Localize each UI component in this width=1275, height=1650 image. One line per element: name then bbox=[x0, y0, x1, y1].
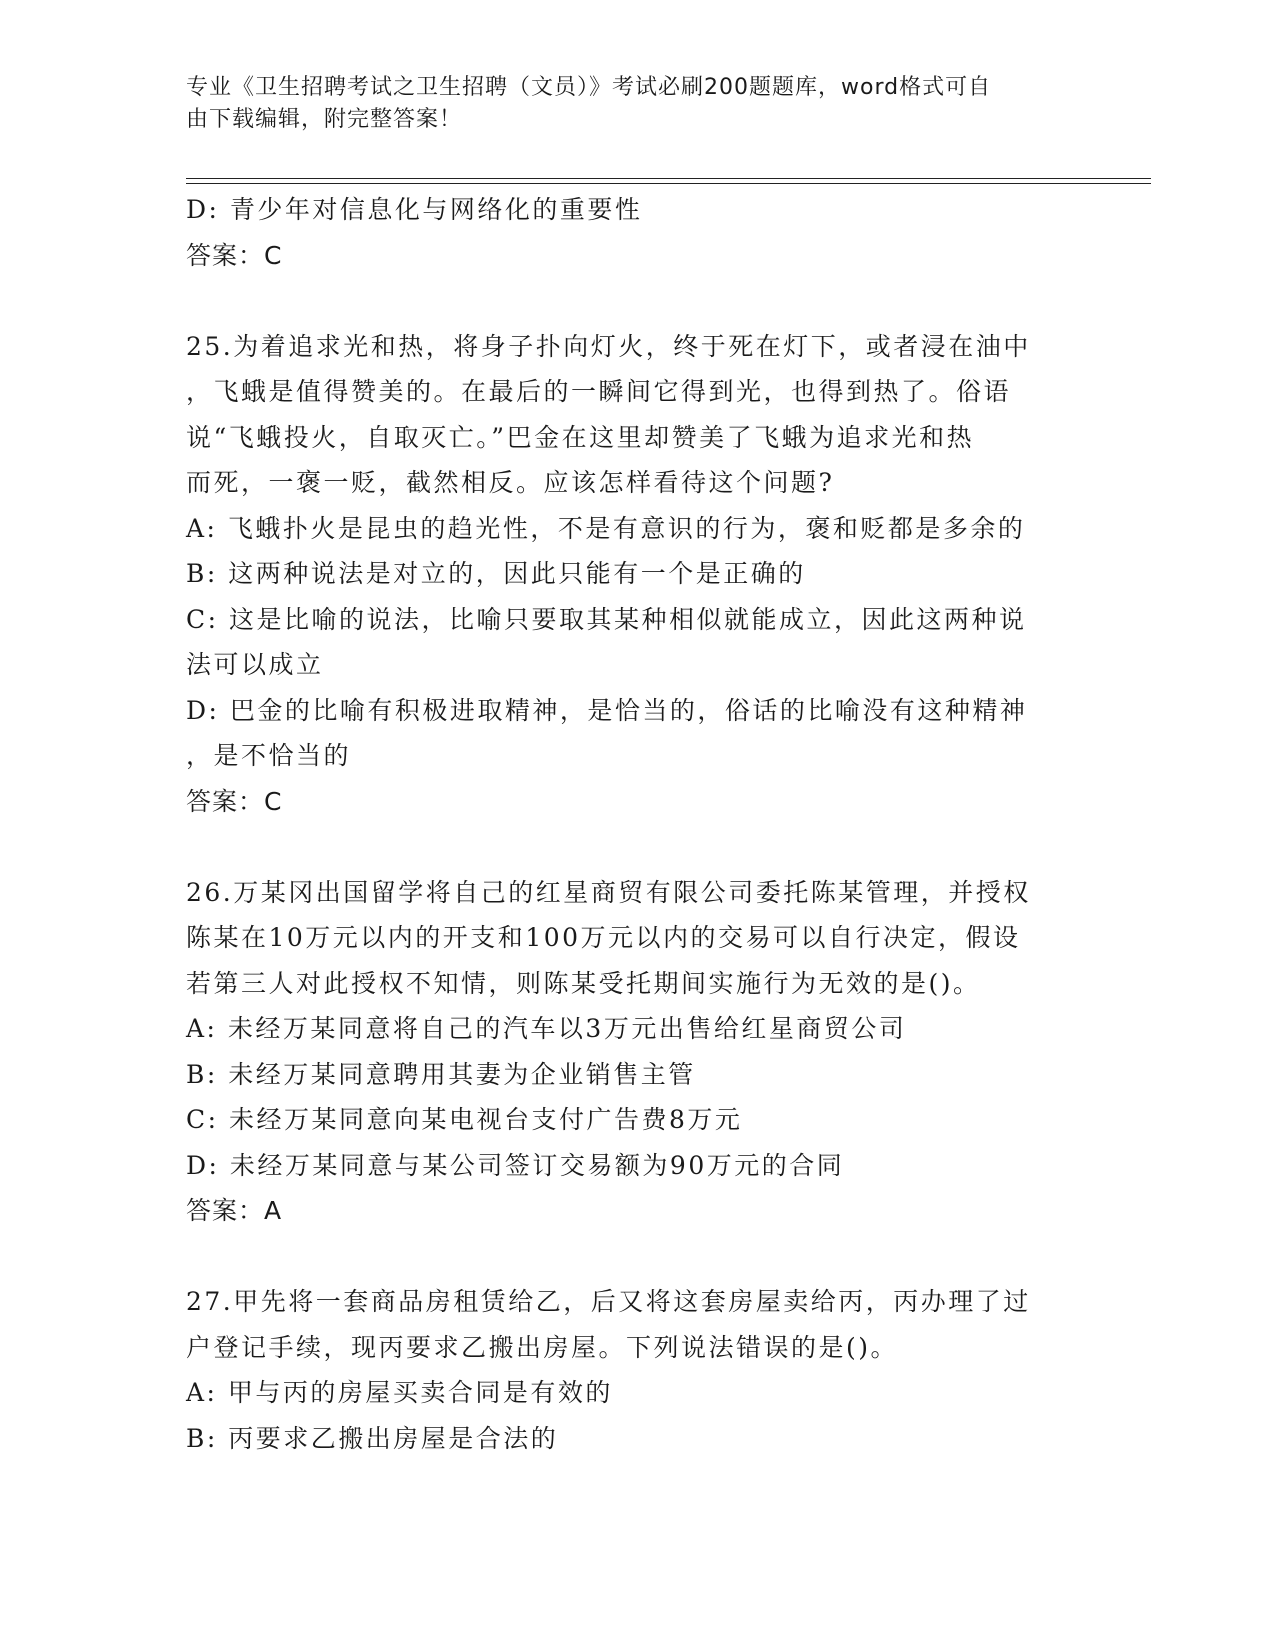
option-a: A: 未经万某同意将自己的汽车以3万元出售给红星商贸公司 bbox=[186, 1014, 907, 1043]
question-stem-line: 户登记手续，现丙要求乙搬出房屋。下列说法错误的是()。 bbox=[186, 1332, 899, 1362]
header-line-1: 专业《卫生招聘考试之卫生招聘（文员）》考试必刷200题题库，word格式可自 bbox=[186, 75, 992, 100]
question-stem-line: ，飞蛾是值得赞美的。在最后的一瞬间它得到光，也得到热了。俗语 bbox=[186, 377, 1012, 406]
answer-line: 答案：C bbox=[186, 240, 283, 270]
header-line-2: 由下载编辑，附完整答案！ bbox=[186, 107, 463, 132]
question-stem-line: 26.万某冈出国留学将自己的红星商贸有限公司委托陈某管理，并授权 bbox=[186, 877, 1031, 907]
question-content bbox=[186, 187, 1076, 1461]
option-c-continued: 法可以成立 bbox=[186, 650, 324, 679]
answer-line: 答案：C bbox=[186, 786, 283, 816]
page-header bbox=[186, 72, 1066, 136]
question-stem-line: 说“飞蛾投火，自取灭亡。”巴金在这里却赞美了飞蛾为追求光和热 bbox=[186, 422, 975, 452]
option-b: B: 丙要求乙搬出房屋是合法的 bbox=[186, 1423, 559, 1453]
header-rule-top bbox=[186, 178, 1151, 179]
spacer bbox=[186, 278, 1076, 324]
option-b: B: 这两种说法是对立的，因此只能有一个是正确的 bbox=[186, 559, 806, 588]
option-d: D: 未经万某同意与某公司签订交易额为90万元的合同 bbox=[186, 1150, 845, 1180]
option-a: A: 甲与丙的房屋买卖合同是有效的 bbox=[186, 1378, 613, 1407]
question-stem-line: 若第三人对此授权不知情，则陈某受托期间实施行为无效的是()。 bbox=[186, 968, 981, 998]
spacer bbox=[186, 1234, 1076, 1280]
option-a: A: 飞蛾扑火是昆虫的趋光性，不是有意识的行为，褒和贬都是多余的 bbox=[186, 513, 1026, 543]
option-b: B: 未经万某同意聘用其妻为企业销售主管 bbox=[186, 1059, 696, 1089]
option-c: C: 未经万某同意向某电视台支付广告费8万元 bbox=[186, 1105, 743, 1134]
spacer bbox=[186, 824, 1076, 870]
answer-line: 答案：A bbox=[186, 1196, 283, 1225]
previous-question-tail bbox=[186, 187, 1076, 278]
option-c: C: 这是比喻的说法，比喻只要取其某种相似就能成立，因此这两种说 bbox=[186, 604, 1027, 634]
header-rule-bottom bbox=[186, 183, 1151, 184]
question-stem-line: 27.甲先将一套商品房租赁给乙，后又将这套房屋卖给丙，丙办理了过 bbox=[186, 1287, 1031, 1316]
question-26 bbox=[186, 870, 1076, 1234]
question-stem-line: 陈某在10万元以内的开支和100万元以内的交易可以自行决定，假设 bbox=[186, 923, 1021, 952]
question-25 bbox=[186, 324, 1076, 825]
question-stem-line: 而死，一褒一贬，截然相反。应该怎样看待这个问题? bbox=[186, 468, 835, 497]
question-stem-line: 25.为着追求光和热，将身子扑向灯火，终于死在灯下，或者浸在油中 bbox=[186, 331, 1031, 361]
option-d-continued: ，是不恰当的 bbox=[186, 741, 352, 770]
option-d: D: 青少年对信息化与网络化的重要性 bbox=[186, 195, 643, 224]
question-27 bbox=[186, 1279, 1076, 1461]
option-d: D: 巴金的比喻有积极进取精神，是恰当的，俗话的比喻没有这种精神 bbox=[186, 695, 1028, 725]
